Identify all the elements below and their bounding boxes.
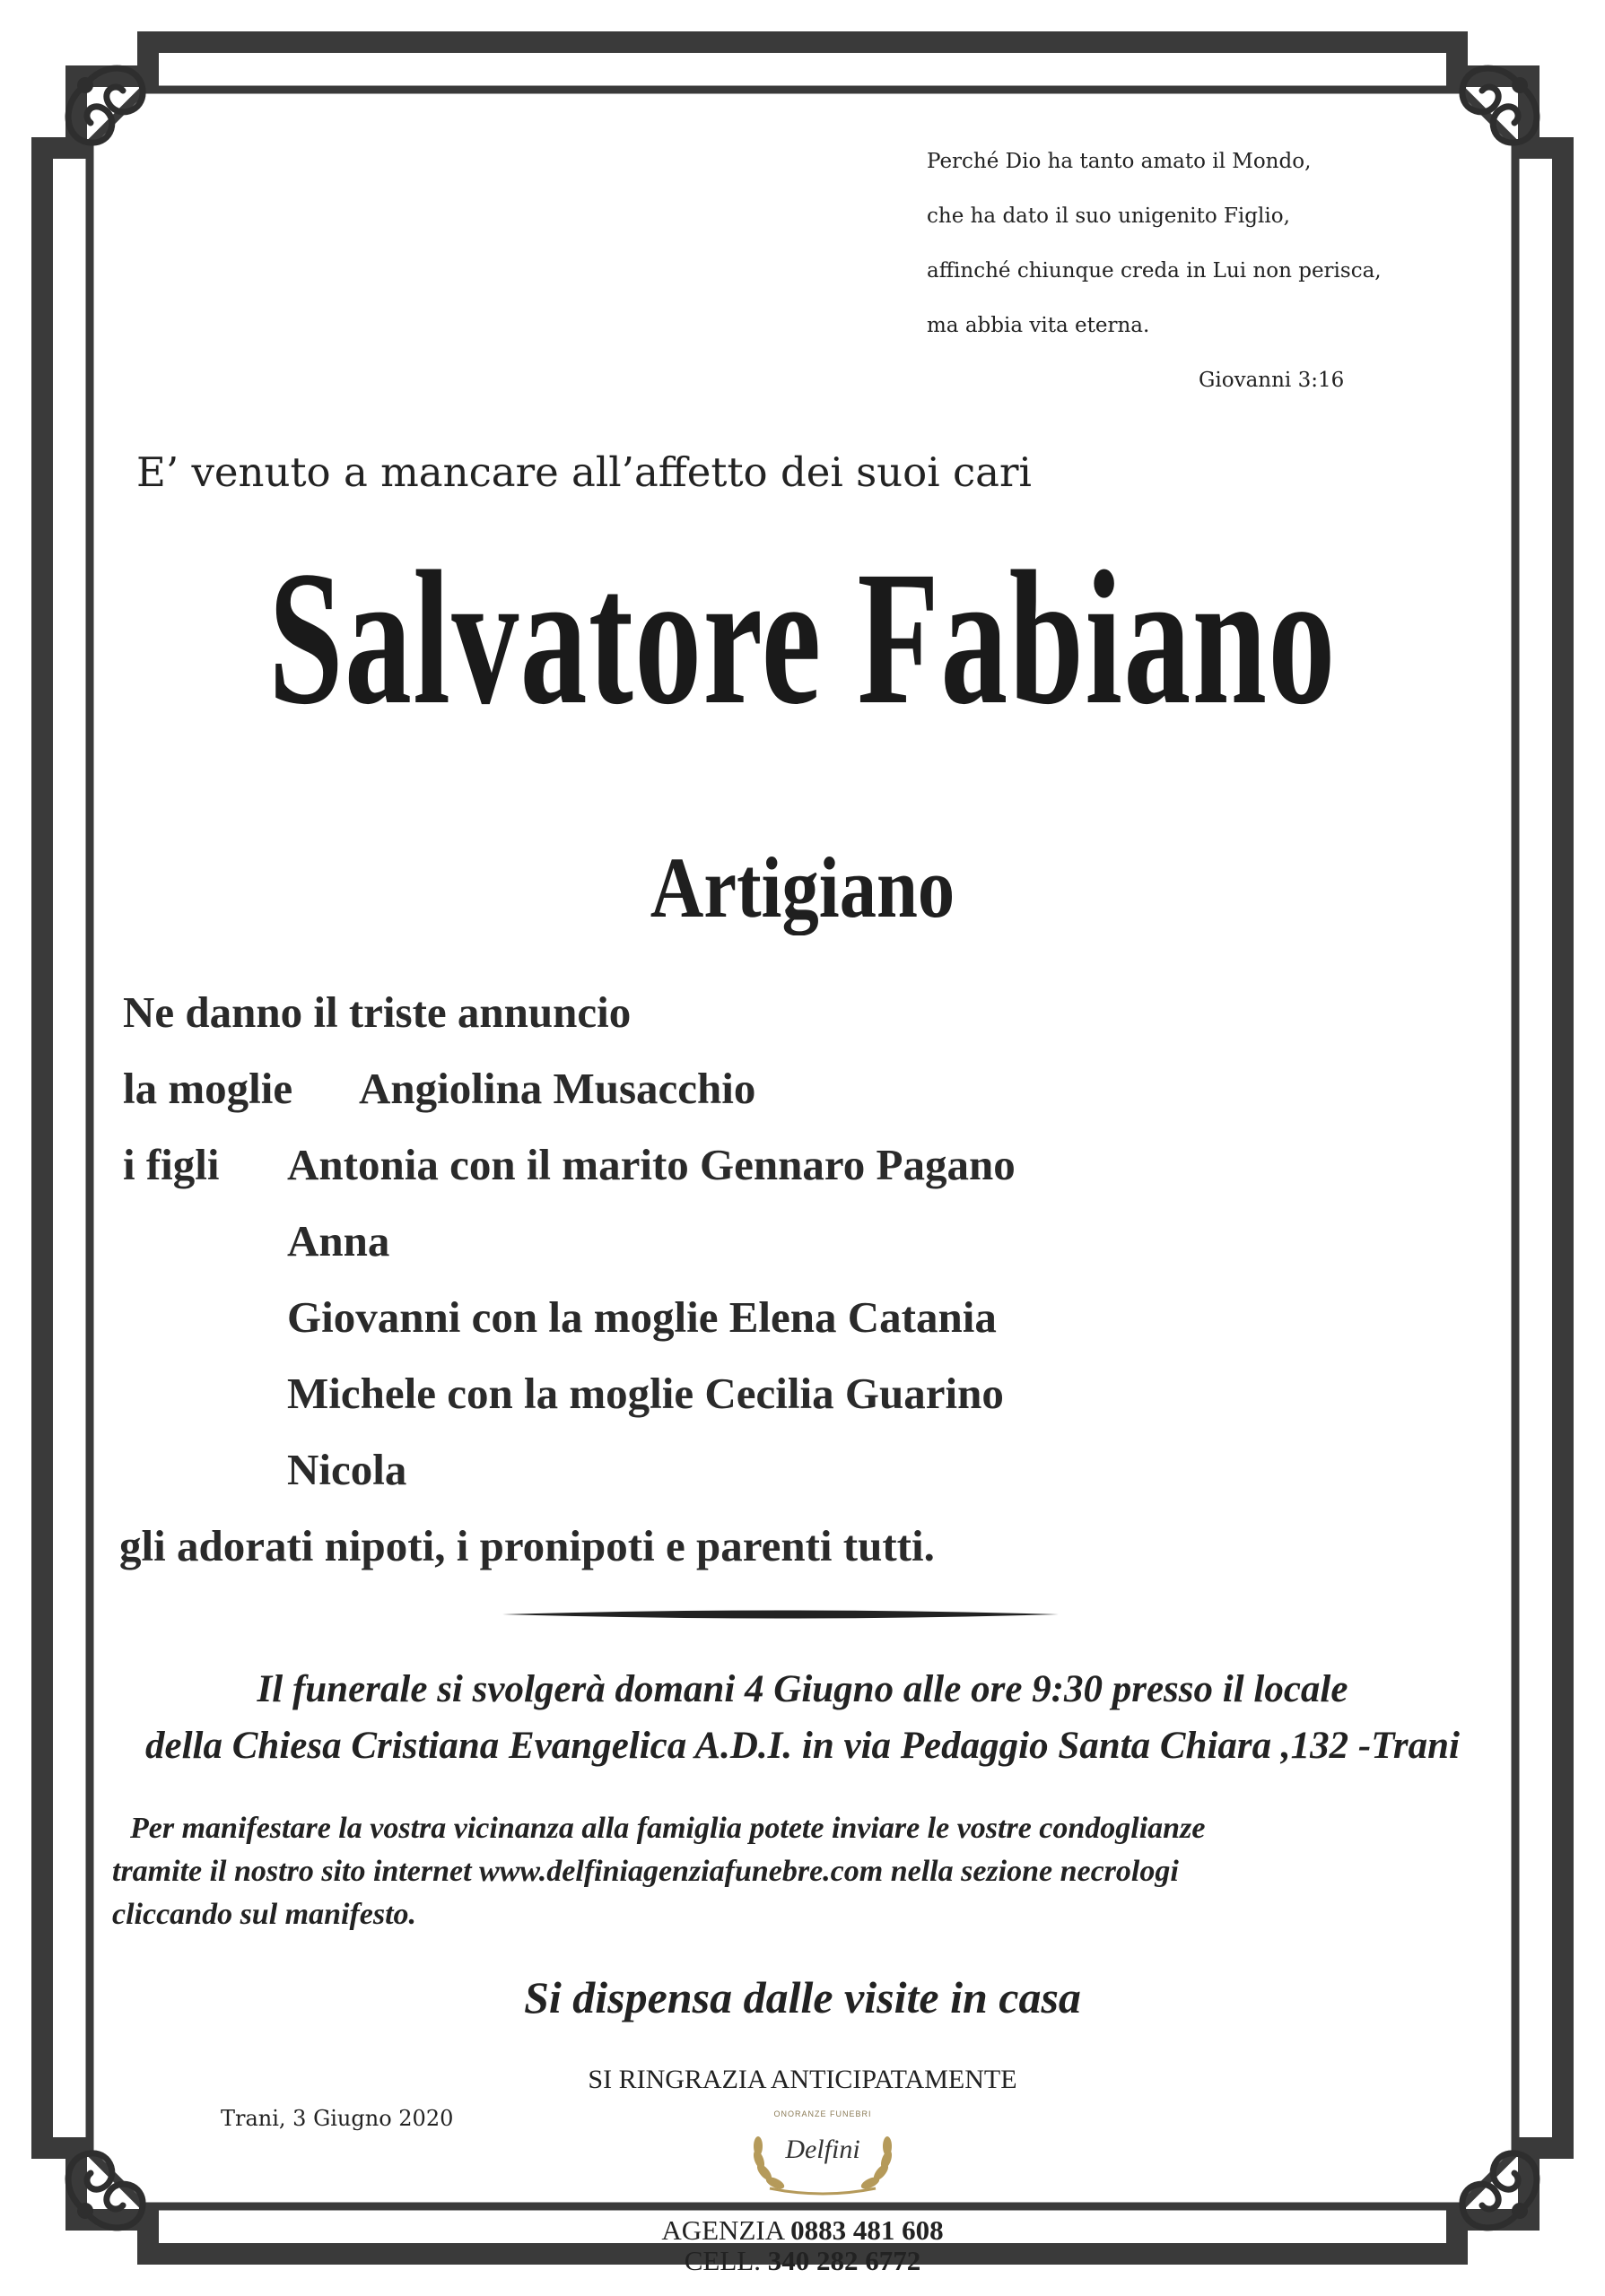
cell-phone: 340 282 6772 xyxy=(767,2245,921,2276)
wife-label: la moglie xyxy=(123,1064,293,1113)
child-entry: Nicola xyxy=(287,1445,407,1494)
relatives-line: gli adorati nipoti, i pronipoti e parenti tutti. xyxy=(119,1521,935,1570)
ornament-top-right-icon xyxy=(1462,68,1537,143)
child-entry: Michele con la moglie Cecilia Guarino xyxy=(287,1369,1004,1418)
logo-tagline: ONORANZE FUNEBRI xyxy=(773,2109,872,2118)
child-entry: Antonia con il marito Gennaro Pagano xyxy=(287,1140,1016,1189)
wife-name: Angiolina Musacchio xyxy=(359,1064,756,1113)
intro-text: E’ venuto a mancare all’affetto dei suoi cari xyxy=(136,448,1032,496)
agency-label: AGENZIA xyxy=(661,2214,784,2246)
cell-label: CELL. xyxy=(684,2245,761,2276)
bible-verse xyxy=(927,135,1393,392)
condolences-info xyxy=(112,1807,1512,1936)
no-visits-note: Si dispensa dalle visite in casa xyxy=(524,1972,1081,2022)
agency-phone: 0883 481 608 xyxy=(790,2214,944,2246)
condolences-line: Per manifestare la vostra vicinanza alla famiglia potete inviare le vostre condoglianze xyxy=(130,1812,1206,1845)
logo-name: Delfini xyxy=(785,2135,860,2164)
agency-logo xyxy=(737,2109,908,2204)
verse-line: Perché Dio ha tanto amato il Mondo, xyxy=(927,150,1312,173)
announcement-line: Ne danno il triste annuncio xyxy=(123,987,632,1037)
verse-reference: Giovanni 3:16 xyxy=(1199,369,1345,392)
child-entry: Giovanni con la moglie Elena Catania xyxy=(287,1292,997,1342)
verse-line: affinché chiunque creda in Lui non perisca, xyxy=(927,259,1382,283)
divider-line xyxy=(502,1608,1059,1621)
deceased-name: Salvatore Fabiano xyxy=(268,532,1337,744)
funeral-line: Il funerale si svolgerà domani 4 Giugno alle ore 9:30 presso il locale xyxy=(257,1668,1348,1710)
verse-line: ma abbia vita eterna. xyxy=(927,314,1150,337)
condolences-line: cliccando sul manifesto. xyxy=(112,1898,417,1931)
condolences-line: tramite il nostro sito internet www.delfiniagenziafunebre.com nella sezione necrologi xyxy=(112,1855,1179,1888)
ornament-top-left-icon xyxy=(68,68,143,143)
agency-contact xyxy=(0,2215,1605,2276)
funeral-line: della Chiesa Cristiana Evangelica A.D.I. in via Pedaggio Santa Chiara ,132 -Trani xyxy=(145,1725,1460,1767)
deceased-title: Artigiano xyxy=(650,839,955,935)
verse-line: che ha dato il suo unigenito Figlio, xyxy=(927,204,1290,228)
agency-phone-line xyxy=(0,2215,1605,2246)
cell-phone-line xyxy=(0,2246,1605,2276)
place-date: Trani, 3 Giugno 2020 xyxy=(221,2106,454,2131)
thanks-line: SI RINGRAZIA ANTICIPATAMENTE xyxy=(588,2065,1017,2094)
child-entry: Anna xyxy=(287,1216,390,1265)
funeral-info xyxy=(0,1661,1605,1774)
children-label: i figli xyxy=(123,1140,220,1189)
